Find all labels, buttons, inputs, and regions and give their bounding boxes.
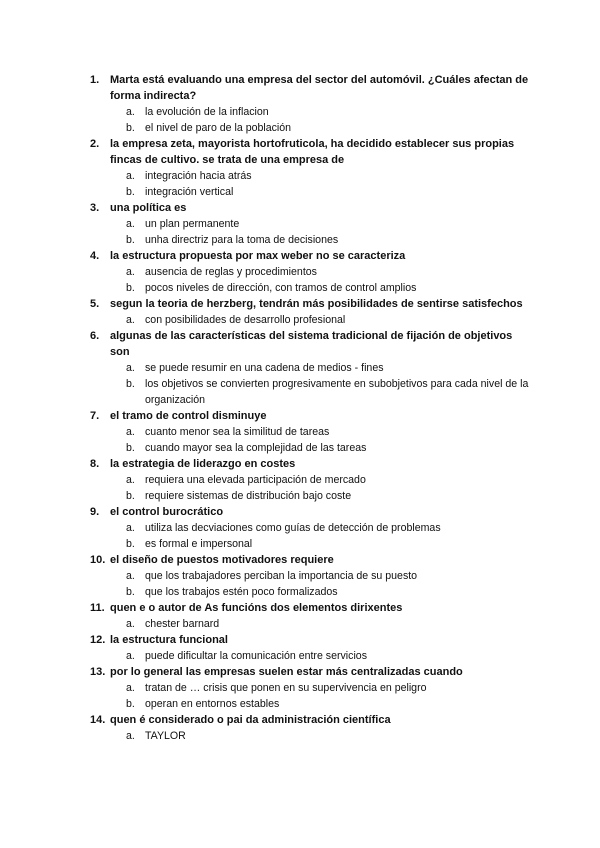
option-text: requiere sistemas de distribución bajo coste — [145, 490, 352, 502]
question-item — [90, 600, 530, 632]
option-text: cuanto menor sea la similitud de tareas — [145, 426, 330, 438]
option-letter: b. — [126, 282, 135, 294]
option-text: chester barnard — [145, 618, 220, 630]
question-item — [90, 72, 530, 136]
option-letter: a. — [126, 218, 135, 230]
option-item — [110, 280, 530, 296]
option-text: pocos niveles de dirección, con tramos de control amplios — [145, 282, 417, 294]
option-letter: b. — [126, 586, 135, 598]
question-item — [90, 456, 530, 504]
question-item — [90, 136, 530, 200]
option-text: los objetivos se convierten progresivamente en subobjetivos para cada nivel de la organización — [145, 378, 529, 406]
option-letter: b. — [126, 186, 135, 198]
option-letter: a. — [126, 618, 135, 630]
question-text: algunas de las características del sistema tradicional de fijación de objetivos son — [110, 330, 513, 358]
option-letter: b. — [126, 538, 135, 550]
option-letter: a. — [126, 474, 135, 486]
option-item — [110, 648, 530, 664]
option-list — [110, 104, 530, 136]
option-letter: a. — [126, 730, 135, 742]
option-text: tratan de … crisis que ponen en su supervivencia en peligro — [145, 682, 427, 694]
option-letter: a. — [126, 522, 135, 534]
option-letter: b. — [126, 234, 135, 246]
option-item — [110, 616, 530, 632]
option-list — [110, 648, 530, 664]
option-letter: b. — [126, 442, 135, 454]
option-item — [110, 520, 530, 536]
option-item — [110, 680, 530, 696]
option-item — [110, 376, 530, 408]
question-item — [90, 632, 530, 664]
option-letter: a. — [126, 314, 135, 326]
question-item — [90, 248, 530, 296]
question-item — [90, 504, 530, 552]
option-item — [110, 536, 530, 552]
question-text: por lo general las empresas suelen estar más centralizadas cuando — [110, 666, 463, 678]
question-item — [90, 408, 530, 456]
option-text: operan en entornos estables — [145, 698, 280, 710]
question-number: 13. — [90, 666, 106, 678]
question-item — [90, 200, 530, 248]
question-text: quen é considerado o pai da administración científica — [110, 714, 391, 726]
option-text: que los trabajadores perciban la importancia de su puesto — [145, 570, 418, 582]
question-text: el diseño de puestos motivadores requiere — [110, 554, 334, 566]
option-text: unha directriz para la toma de decisiones — [145, 234, 339, 246]
question-text: segun la teoria de herzberg, tendrán más posibilidades de sentirse satisfechos — [110, 298, 523, 310]
option-text: con posibilidades de desarrollo profesional — [145, 314, 346, 326]
option-list — [110, 360, 530, 408]
option-text: TAYLOR — [145, 730, 186, 742]
option-item — [110, 488, 530, 504]
option-letter: b. — [126, 698, 135, 710]
option-text: ausencia de reglas y procedimientos — [145, 266, 317, 278]
option-text: cuando mayor sea la complejidad de las tareas — [145, 442, 367, 454]
option-text: la evolución de la inflacion — [145, 106, 269, 118]
option-text: se puede resumir en una cadena de medios - fines — [145, 362, 384, 374]
question-number: 14. — [90, 714, 106, 726]
question-number: 1. — [90, 74, 100, 86]
option-item — [110, 168, 530, 184]
option-item — [110, 120, 530, 136]
option-list — [110, 616, 530, 632]
question-text: quen e o autor de As funcións dos elementos dirixentes — [110, 602, 403, 614]
question-item — [90, 712, 530, 744]
option-item — [110, 184, 530, 200]
option-list — [110, 568, 530, 600]
question-item — [90, 328, 530, 408]
option-letter: a. — [126, 170, 135, 182]
question-number: 6. — [90, 330, 100, 342]
question-text: el control burocrático — [110, 506, 224, 518]
option-item — [110, 424, 530, 440]
question-item — [90, 552, 530, 600]
option-list — [110, 168, 530, 200]
question-text: Marta está evaluando una empresa del sector del automóvil. ¿Cuáles afectan de forma indirecta? — [110, 74, 529, 102]
option-item — [110, 584, 530, 600]
option-letter: a. — [126, 426, 135, 438]
question-number: 3. — [90, 202, 100, 214]
option-text: el nivel de paro de la población — [145, 122, 292, 134]
option-text: requiera una elevada participación de mercado — [145, 474, 366, 486]
option-item — [110, 264, 530, 280]
option-letter: a. — [126, 106, 135, 118]
option-text: puede dificultar la comunicación entre servicios — [145, 650, 367, 662]
option-text: es formal e impersonal — [145, 538, 253, 550]
option-list — [110, 264, 530, 296]
question-text: la estructura propuesta por max weber no se caracteriza — [110, 250, 406, 262]
option-letter: b. — [126, 490, 135, 502]
option-item — [110, 216, 530, 232]
option-text: integración vertical — [145, 186, 234, 198]
option-text: que los trabajos estén poco formalizados — [145, 586, 338, 598]
question-number: 2. — [90, 138, 100, 150]
question-text: el tramo de control disminuye — [110, 410, 267, 422]
option-item — [110, 440, 530, 456]
option-letter: a. — [126, 362, 135, 374]
option-list — [110, 472, 530, 504]
question-number: 9. — [90, 506, 100, 518]
question-number: 8. — [90, 458, 100, 470]
question-text: la estructura funcional — [110, 634, 228, 646]
option-item — [110, 104, 530, 120]
question-item — [90, 664, 530, 712]
option-item — [110, 472, 530, 488]
option-list — [110, 312, 530, 328]
option-letter: a. — [126, 650, 135, 662]
option-letter: a. — [126, 266, 135, 278]
option-text: integración hacia atrás — [145, 170, 252, 182]
option-letter: a. — [126, 570, 135, 582]
option-item — [110, 312, 530, 328]
option-letter: b. — [126, 122, 135, 134]
question-number: 10. — [90, 554, 106, 566]
question-text: una política es — [110, 202, 187, 214]
option-letter: a. — [126, 682, 135, 694]
question-number: 11. — [90, 602, 105, 614]
question-number: 5. — [90, 298, 100, 310]
option-letter: b. — [126, 378, 135, 390]
option-list — [110, 424, 530, 456]
question-text: la empresa zeta, mayorista hortofruticola, ha decidido establecer sus propias fincas de cultivo. se trata de una empresa de — [110, 138, 515, 166]
question-list — [90, 72, 530, 744]
option-list — [110, 520, 530, 552]
question-number: 12. — [90, 634, 106, 646]
option-text: utiliza las decviaciones como guías de detección de problemas — [145, 522, 441, 534]
question-number: 7. — [90, 410, 100, 422]
option-list — [110, 680, 530, 712]
question-text: la estrategia de liderazgo en costes — [110, 458, 296, 470]
option-item — [110, 360, 530, 376]
option-item — [110, 232, 530, 248]
question-item — [90, 296, 530, 328]
option-item — [110, 696, 530, 712]
option-list — [110, 216, 530, 248]
question-number: 4. — [90, 250, 100, 262]
option-list — [110, 728, 530, 744]
option-text: un plan permanente — [145, 218, 240, 230]
option-item — [110, 728, 530, 744]
option-item — [110, 568, 530, 584]
